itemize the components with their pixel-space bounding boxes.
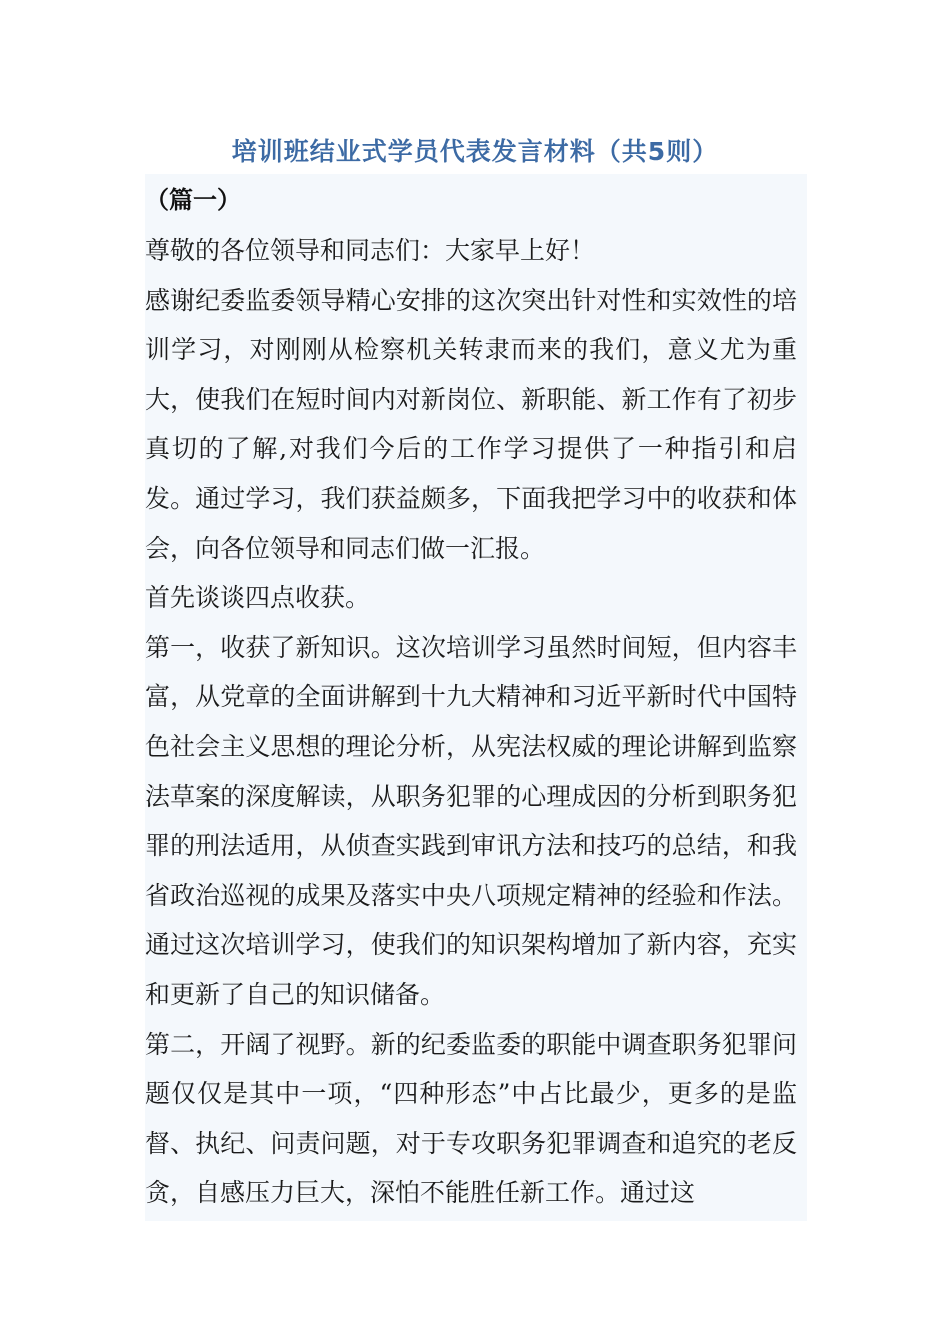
paragraph-greeting: 尊敬的各位领导和同志们：大家早上好！ bbox=[145, 236, 596, 265]
body-text bbox=[145, 226, 797, 1218]
paragraph-thanks: 感谢纪委监委领导精心安排的这次突出针对性和实效性的培训学习，对刚刚从检察机关转隶而来的我们，意义尤为重大，使我们在短时间内对新岗位、新职能、新工作有了初步真切的了解,对我们今后的工作学习提供了一种指引和启发。通过学习，我们获益颇多，下面我把学习中的收获和体会，向各位领导和同志们做一汇报。 bbox=[145, 285, 797, 563]
section-heading: （篇一） bbox=[145, 186, 241, 214]
paragraph-second-gain: 第二，开阔了视野。新的纪委监委的职能中调查职务犯罪问题仅仅是其中一项，“四种形态”中占比最少，更多的是监督、执纪、问责问题，对于专攻职务犯罪调查和追究的老反贪，自感压力巨大，深怕不能胜任新工作。通过这 bbox=[145, 1029, 797, 1208]
paragraph-intro: 首先谈谈四点收获。 bbox=[145, 583, 371, 613]
document-title: 培训班结业式学员代表发言材料（共5则） bbox=[231, 137, 719, 166]
paragraph-first-gain: 第一，收获了新知识。这次培训学习虽然时间短，但内容丰富，从党章的全面讲解到十九大精神和习近平新时代中国特色社会主义思想的理论分析，从宪法权威的理论讲解到监察法草案的深度解读，从职务犯罪的心理成因的分析到职务犯罪的刑法适用，从侦查实践到审讯方法和技巧的总结，和我省政治巡视的成果及落实中央八项规定精神的经验和作法。通过这次培训学习，使我们的知识架构增加了新内容，充实和更新了自己的知识储备。 bbox=[145, 632, 797, 1009]
